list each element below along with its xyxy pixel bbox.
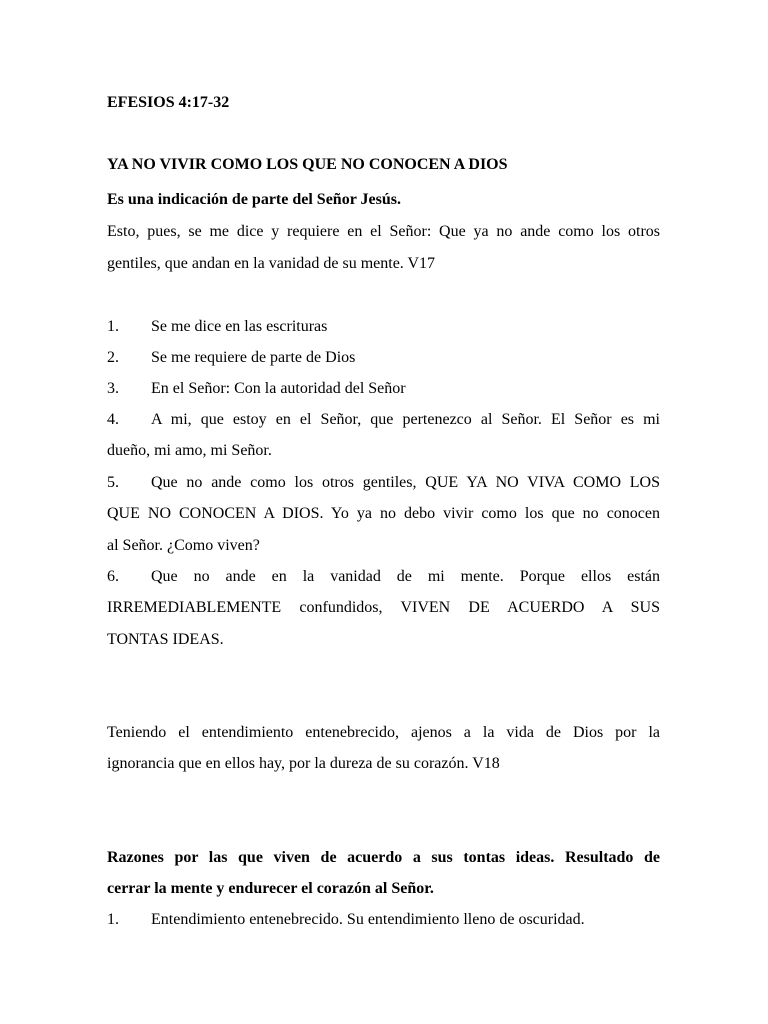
- verse17-line1: Esto, pues, se me dice y requiere en el Señor: Que ya no ande como los otros: [107, 223, 660, 240]
- reasons-heading-line2: cerrar la mente y endurecer el corazón al Señor.: [107, 880, 434, 897]
- reasons-heading-line1: Razones por las que viven de acuerdo a sus tontas ideas. Resultado de: [107, 849, 660, 866]
- list-item-number: 2.: [107, 349, 119, 366]
- section-subheading: Es una indicación de parte del Señor Jesús.: [107, 191, 401, 208]
- list-item-5-continuation: QUE NO CONOCEN A DIOS. Yo ya no debo vivir como los que no conocen: [107, 505, 660, 522]
- list-item-text: Que no ande como los otros gentiles, QUE YA NO VIVA COMO LOS: [151, 474, 660, 491]
- list-item-number: 3.: [107, 380, 119, 397]
- list-item-text: Que no ande en la vanidad de mi mente. Porque ellos están: [151, 568, 660, 585]
- verse17-line2: gentiles, que andan en la vanidad de su mente. V17: [107, 255, 436, 272]
- document-title: EFESIOS 4:17-32: [107, 94, 230, 111]
- list-item-6-continuation: TONTAS IDEAS.: [107, 631, 224, 648]
- list-item-text: Se me dice en las escrituras: [151, 318, 328, 335]
- list-item-number: 1.: [107, 911, 119, 928]
- list-item-text: A mi, que estoy en el Señor, que pertenezco al Señor. El Señor es mi: [151, 411, 660, 428]
- list-item-text: En el Señor: Con la autoridad del Señor: [151, 380, 406, 397]
- list-item-number: 4.: [107, 411, 119, 428]
- list-item-text: Se me requiere de parte de Dios: [151, 349, 356, 366]
- section-heading: YA NO VIVIR COMO LOS QUE NO CONOCEN A DIOS: [107, 156, 508, 173]
- verse18-line2: ignorancia que en ellos hay, por la dureza de su corazón. V18: [107, 755, 500, 772]
- list-item-number: 1.: [107, 318, 119, 335]
- list-item-number: 6.: [107, 568, 119, 585]
- list-item-5-continuation: al Señor. ¿Como viven?: [107, 537, 260, 554]
- list-item-text: Entendimiento entenebrecido. Su entendimiento lleno de oscuridad.: [151, 911, 585, 928]
- verse18-line1: Teniendo el entendimiento entenebrecido, ajenos a la vida de Dios por la: [107, 724, 660, 741]
- list-item-6-continuation: IRREMEDIABLEMENTE confundidos, VIVEN DE ACUERDO A SUS: [107, 599, 660, 616]
- list-item-4-continuation: dueño, mi amo, mi Señor.: [107, 442, 272, 459]
- list-item-number: 5.: [107, 474, 119, 491]
